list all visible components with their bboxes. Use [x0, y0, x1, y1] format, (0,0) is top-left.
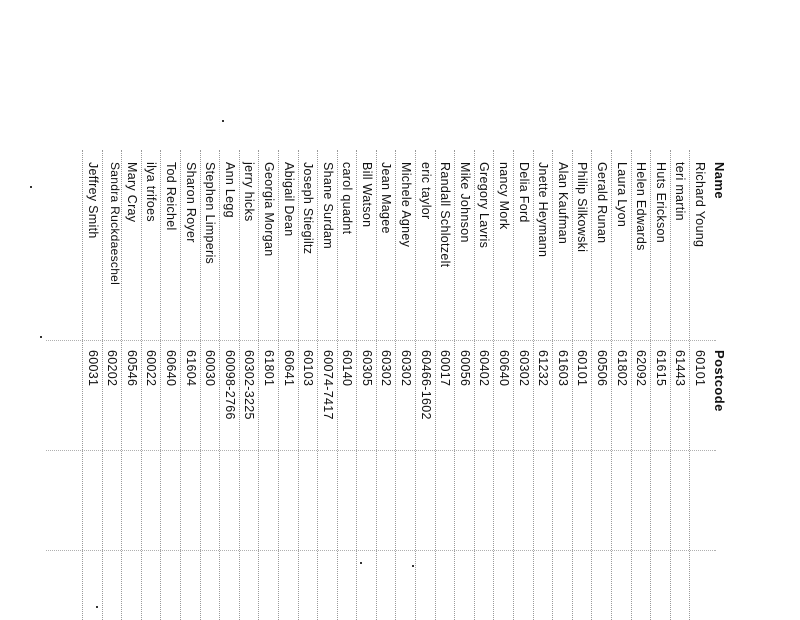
cell-postcode: 60140 [340, 350, 355, 387]
cell-name: Richard Young [693, 162, 707, 248]
cell-name: Ann Legg [222, 162, 237, 218]
cell-postcode: 60031 [85, 350, 100, 387]
cell-postcode: 60640 [163, 350, 178, 387]
cell-postcode: 61802 [614, 350, 629, 387]
cell-name: Huts Erickson [653, 162, 668, 244]
cell-name: Mary Cray [124, 162, 139, 223]
cell-name: carol quadnt [340, 162, 355, 235]
table-row [572, 150, 592, 620]
table-row [474, 150, 494, 620]
table-row [102, 150, 122, 620]
cell-postcode: 60302-3225 [242, 350, 257, 420]
cell-name: Helen Edwards [634, 162, 649, 251]
table-row [591, 150, 611, 620]
cell-name: Shane Surdam [320, 162, 335, 249]
cell-postcode: 60022 [144, 350, 159, 387]
table-row [454, 150, 474, 620]
cell-postcode: 60302 [516, 350, 531, 387]
table-row [278, 150, 298, 620]
table-row [611, 150, 631, 620]
table-row [650, 150, 670, 620]
cell-name: Alan Kaufman [555, 162, 570, 245]
cell-name: Jean Magee [379, 162, 394, 234]
scan-speck [412, 565, 414, 567]
table-row [180, 150, 200, 620]
table-row [200, 150, 220, 620]
table-row [356, 150, 376, 620]
cell-postcode: 60302 [399, 350, 414, 387]
cell-postcode: 60506 [595, 350, 610, 387]
table-row [493, 150, 513, 620]
table-row [513, 150, 533, 620]
cell-name: ilya trifoes [144, 162, 159, 222]
cell-postcode: 60103 [301, 350, 316, 387]
table-row [670, 150, 690, 620]
column-header-name: Name [712, 162, 727, 200]
cell-postcode: 60056 [457, 350, 472, 387]
cell-name: eric taylor [418, 162, 433, 220]
cell-postcode: 60202 [105, 350, 120, 387]
cell-postcode: 60074-7417 [320, 350, 335, 420]
cell-postcode: 60101 [693, 350, 707, 387]
cell-name: Gerald Runan [595, 162, 610, 244]
cell-postcode: 60641 [281, 350, 296, 387]
cell-name: Mike Johnson [457, 162, 472, 243]
cell-name: Sharon Royer [183, 162, 198, 243]
cell-postcode: 61232 [536, 350, 551, 387]
cell-postcode: 61443 [673, 350, 688, 387]
cell-postcode: 61604 [183, 350, 198, 387]
cell-postcode: 60466-1602 [418, 350, 433, 420]
table-row [298, 150, 318, 620]
cell-postcode: 61615 [653, 350, 668, 387]
table-row [121, 150, 141, 620]
cell-name: Sandra Ruckdaeschel [108, 162, 123, 286]
table-row [141, 150, 161, 620]
table-row [82, 150, 102, 620]
table-row [396, 150, 416, 620]
cell-name: teri martin [673, 162, 688, 221]
cell-name: Michele Agney [399, 162, 414, 248]
cell-postcode: 60402 [477, 350, 492, 387]
cell-postcode: 60017 [438, 350, 453, 387]
table-row [533, 150, 553, 620]
rotated-table [50, 150, 730, 620]
cell-name: jerry hicks [242, 162, 257, 222]
table-row [552, 150, 572, 620]
cell-postcode: 60546 [124, 350, 139, 387]
cell-name: nancy Mork [497, 162, 512, 230]
cell-postcode: 60640 [497, 350, 512, 387]
cell-name: Tod Reichel [163, 162, 178, 231]
cell-name: Jeffrey Smith [85, 162, 100, 239]
cell-name: Abigail Dean [281, 162, 296, 237]
cell-name: Stephen Limperis [203, 162, 218, 265]
table-row [317, 150, 337, 620]
cell-postcode: 61801 [261, 350, 276, 387]
cell-name: Philip Silkowski [575, 162, 590, 253]
cell-postcode: 62092 [634, 350, 649, 387]
cell-name: Jnette Heymann [536, 162, 551, 258]
cell-name: Bill Watson [359, 162, 374, 228]
scan-speck [40, 336, 42, 338]
cell-name: Delia Ford [516, 162, 531, 223]
table-row [219, 150, 239, 620]
cell-name: Joseph Stiegiltz [301, 162, 316, 255]
cell-postcode: 61603 [555, 350, 570, 387]
scan-speck [30, 186, 32, 188]
scan-speck [96, 606, 98, 608]
scan-speck [222, 120, 224, 122]
cell-postcode: 60302 [379, 350, 394, 387]
table-row [239, 150, 259, 620]
table-row [415, 150, 435, 620]
table-row [376, 150, 396, 620]
cell-postcode: 60098-2766 [222, 350, 237, 420]
table-row [689, 150, 709, 620]
table-row [631, 150, 651, 620]
cell-name: Gregory Lavris [477, 162, 492, 249]
cell-postcode: 60101 [575, 350, 590, 387]
cell-name: Randall Schlotzelt [438, 162, 453, 268]
cell-name: Laura Lyon [614, 162, 629, 228]
cell-postcode: 60030 [203, 350, 218, 387]
table-row [258, 150, 278, 620]
cell-name: Georgia Morgan [261, 162, 276, 257]
table-row [337, 150, 357, 620]
table-row [435, 150, 455, 620]
table-body [82, 150, 709, 620]
scan-speck [360, 562, 362, 564]
cell-postcode: 60305 [359, 350, 374, 387]
table-row [160, 150, 180, 620]
column-header-postcode: Postcode [712, 350, 727, 412]
